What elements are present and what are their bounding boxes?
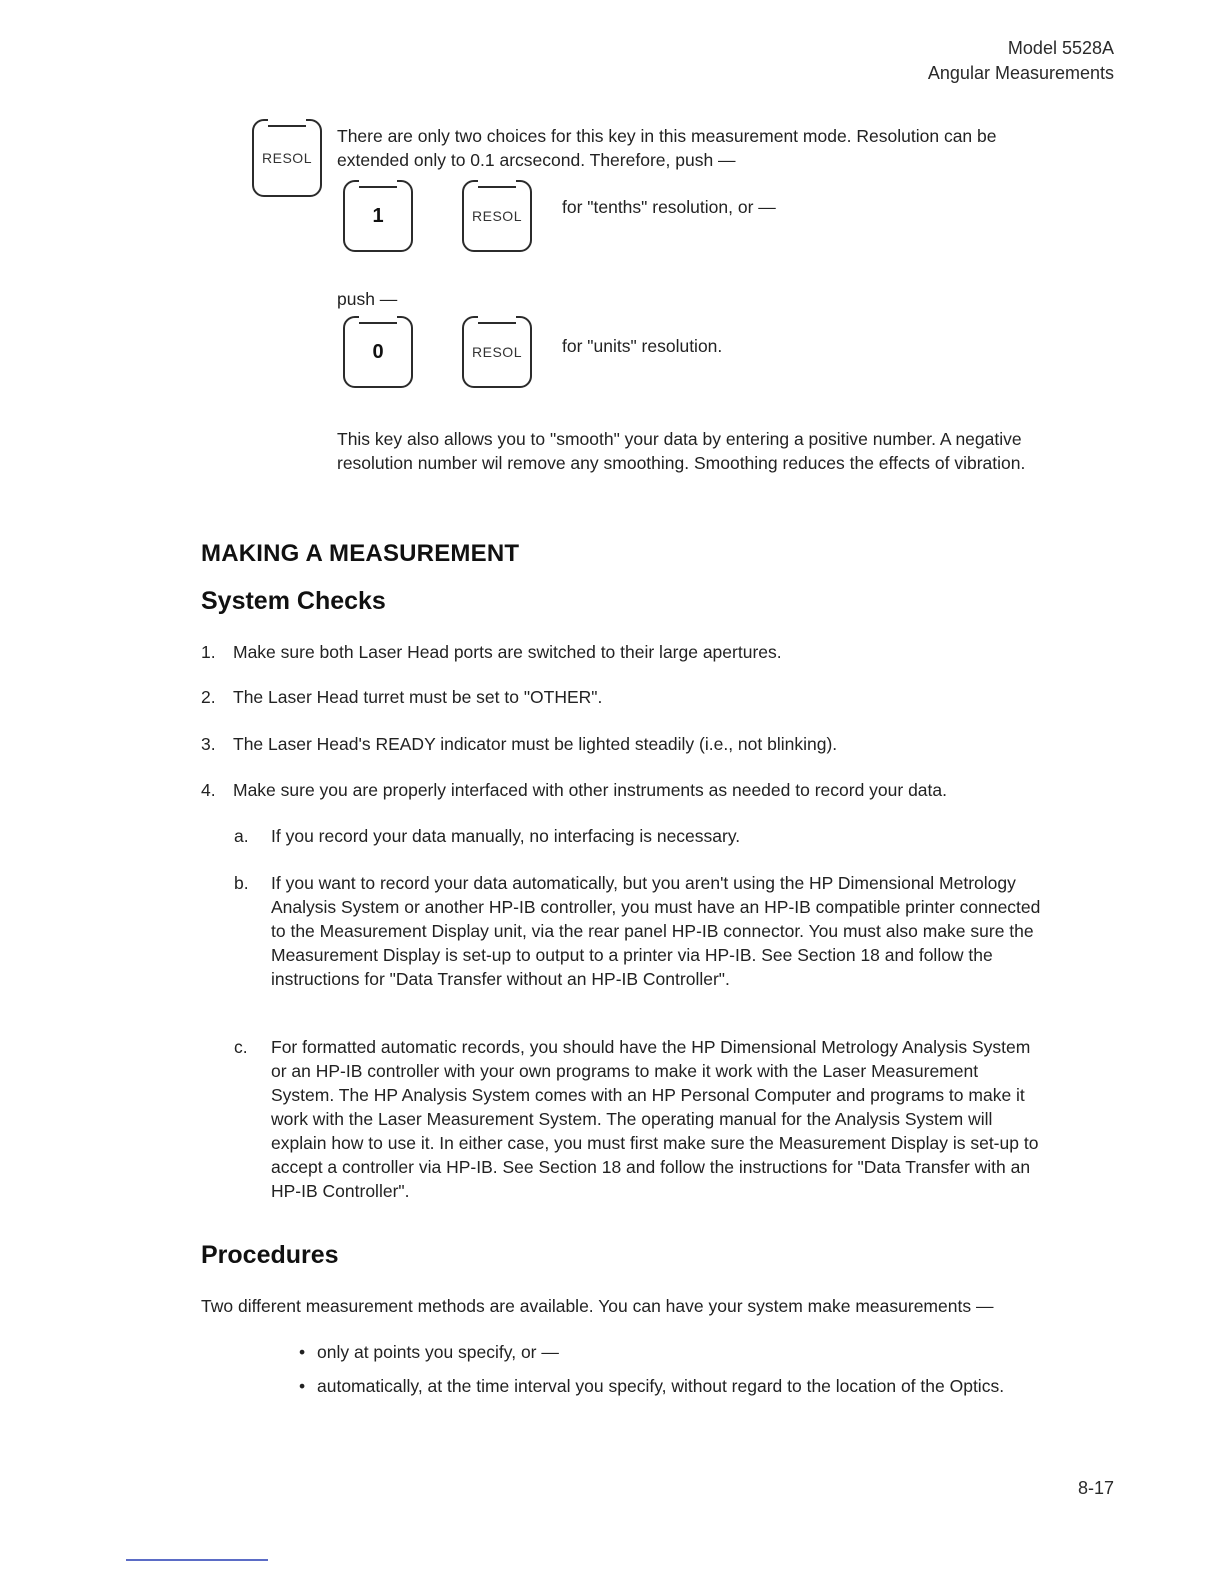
resol-key-label-2: RESOL <box>472 208 522 224</box>
bullet-item: • automatically, at the time interval you specify, without regard to the location of the Optics. <box>317 1374 1042 1398</box>
page-number: 8-17 <box>1077 1478 1114 1498</box>
sub-list-item <box>234 824 1042 848</box>
bullet-item: • only at points you specify, or — <box>317 1340 1042 1364</box>
sub-list-item <box>234 871 1042 991</box>
resol-key-icon-2 <box>462 180 532 252</box>
procedures-heading: Procedures <box>201 1241 339 1269</box>
section-heading: MAKING A MEASUREMENT <box>201 540 520 567</box>
sub-list-letter: c. <box>234 1037 248 1057</box>
header-model: Model 5528A <box>1007 38 1114 58</box>
one-key-label: 1 <box>372 204 384 227</box>
running-header <box>928 36 1114 86</box>
tenths-text: for "tenths" resolution, or — <box>562 197 776 217</box>
list-item <box>201 640 1043 664</box>
list-number: 3. <box>201 734 216 754</box>
sub-list-text: If you want to record your data automatically, but you aren't using the HP Dimensional Metrology Analysis System or another HP-IB controller, you must have an HP-IB compatible printer connected to the Measurement Display unit, via the rear panel HP-IB connector. You must also make sure the Measurement Display is set-up to output to a printer via HP-IB. See Section 18 and follow the instructions for "Data Transfer without an HP-IB Controller". <box>271 873 1041 989</box>
zero-key-label: 0 <box>372 340 384 363</box>
list-item <box>201 685 1043 709</box>
resol-key-label: RESOL <box>262 150 312 166</box>
one-key-icon <box>343 180 413 252</box>
list-item <box>201 778 1043 802</box>
resol-key-icon-3 <box>462 316 532 388</box>
header-section: Angular Measurements <box>927 63 1114 83</box>
procedures-intro: Two different measurement methods are available. You can have your system make measurements — <box>201 1296 994 1316</box>
list-text: Make sure you are properly interfaced with other instruments as needed to record your data. <box>233 780 947 800</box>
resol-key-label-3: RESOL <box>472 344 522 360</box>
list-number: 1. <box>201 642 216 662</box>
sub-list-letter: a. <box>234 826 249 846</box>
list-text: The Laser Head turret must be set to "OTHER". <box>233 687 603 707</box>
list-text: The Laser Head's READY indicator must be lighted steadily (i.e., not blinking). <box>233 734 838 754</box>
push-text: push — <box>337 289 398 309</box>
resol-intro: There are only two choices for this key in this measurement mode. Resolution can be extended only to 0.1 arcsecond. Therefore, push — <box>337 126 997 170</box>
list-text: Make sure both Laser Head ports are switched to their large apertures. <box>233 642 782 662</box>
sub-list-text: If you record your data manually, no interfacing is necessary. <box>271 826 741 846</box>
zero-key-icon <box>343 316 413 388</box>
sub-list-letter: b. <box>234 873 249 893</box>
list-number: 2. <box>201 687 216 707</box>
sub-list-item <box>234 1035 1042 1203</box>
footer-rule <box>126 1559 268 1561</box>
list-number: 4. <box>201 780 216 800</box>
smoothing-paragraph: This key also allows you to "smooth" your data by entering a positive number. A negative resolution number wil remove any smoothing. Smoothing reduces the effects of vibration. <box>337 429 1026 473</box>
resol-key-icon <box>252 119 322 197</box>
system-checks-heading: System Checks <box>201 587 386 615</box>
list-item <box>201 732 1043 756</box>
units-text: for "units" resolution. <box>562 336 723 356</box>
sub-list-text: For formatted automatic records, you should have the HP Dimensional Metrology Analysis System or an HP-IB controller with your own programs to make it work with the Laser Measurement System. The HP Analysis System comes with an HP Personal Computer and programs to make it work with the Laser Measurement System. The operating manual for the Analysis System will explain how to use it. In either case, you must first make sure the Measurement Display is set-up to accept a controller via HP-IB. See Section 18 and follow the instructions for "Data Transfer with an HP-IB Controller". <box>271 1037 1039 1201</box>
